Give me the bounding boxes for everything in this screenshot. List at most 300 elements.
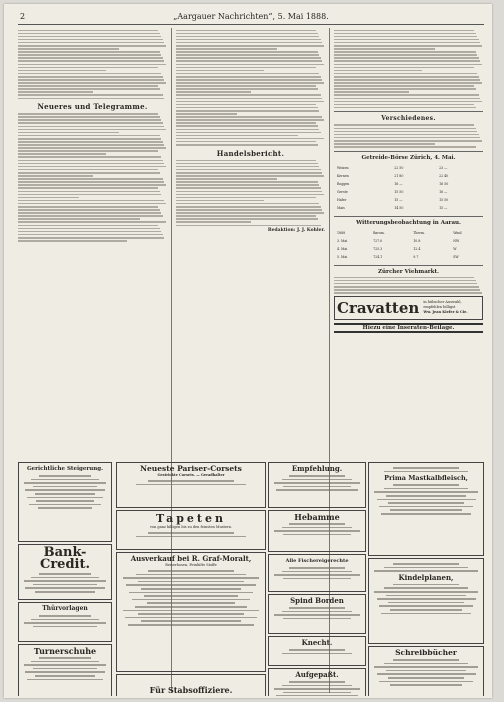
text-line: [334, 280, 476, 282]
text-line: [176, 187, 321, 189]
article-body: [176, 160, 325, 227]
ad-text-line: [35, 675, 96, 677]
text-line: [18, 144, 164, 146]
ad-text-line: [31, 661, 99, 663]
ad-text-line: [390, 609, 462, 611]
table-row: [336, 230, 481, 236]
ad-text-line: [384, 471, 469, 473]
text-line: [176, 119, 324, 121]
text-line: [176, 218, 318, 220]
ad-text-line: [393, 659, 459, 661]
text-line: [18, 138, 161, 140]
text-line: [176, 122, 316, 124]
ad-clearance-sale: Ausverkauf bei R. Graf-Moralt, Reiserhosen, Feinlüfte Stoffe: [116, 552, 266, 672]
cravatten-firm: Ww. Jean Kiefer & Cie.: [423, 310, 468, 315]
ads-middle: [116, 460, 266, 696]
text-line: [18, 33, 160, 35]
text-line: [18, 30, 158, 32]
ad-text-line: [381, 513, 471, 515]
weather-table: [334, 228, 483, 262]
ad-text-line: [374, 491, 477, 493]
text-line: [18, 51, 160, 53]
text-line: [18, 85, 158, 87]
ad-text-line: [132, 599, 250, 601]
table-cell: 22 50: [394, 165, 404, 170]
text-line: [176, 70, 264, 72]
ad-text-line: [274, 530, 360, 532]
text-line: [334, 283, 477, 285]
text-line: [176, 110, 319, 112]
text-line: [334, 277, 474, 279]
table-cell: 16 —: [394, 181, 403, 186]
page-header: [18, 10, 484, 25]
ad-text-line: [393, 467, 459, 469]
text-line: [176, 88, 318, 90]
text-line: [18, 197, 79, 199]
text-line: [176, 48, 277, 50]
table-cell: Wind: [453, 230, 462, 235]
ad-text-line: [393, 484, 459, 486]
ad-text-line: [390, 509, 462, 511]
text-line: [176, 60, 322, 62]
ad-text-line: [388, 502, 464, 504]
ad-text-line: [25, 489, 104, 491]
text-line: [176, 184, 319, 186]
table-cell: 725.3: [373, 246, 383, 251]
text-line: [176, 160, 316, 162]
text-line: [176, 141, 316, 143]
table-cell: 16 50: [439, 181, 449, 186]
ad-corsets: Neueste Pariser-Corsets Gestrickte Corsets. — Geradhalter: [116, 462, 266, 508]
table-cell: Kernen: [337, 173, 349, 178]
section-title-news: Neueres und Telegramme.: [37, 102, 148, 112]
ad-text-line: [283, 486, 350, 488]
ad-text-line: [388, 677, 464, 679]
ad-text-line: [289, 607, 344, 609]
text-line: [18, 42, 164, 44]
ad-text-line: [384, 488, 469, 490]
article-body: [334, 277, 483, 294]
text-line: [176, 125, 318, 127]
ad-text-line: [377, 499, 476, 501]
text-line: [18, 187, 158, 189]
table-row: [336, 165, 481, 171]
ad-text-line: [274, 482, 360, 484]
text-line: [334, 143, 435, 145]
ad-text-line: [282, 653, 353, 655]
table-cell: 23 —: [439, 165, 448, 170]
text-line: [176, 132, 321, 134]
text-line: [18, 221, 166, 223]
text-line: [18, 48, 119, 50]
section-title-misc: Verschiedenes.: [381, 115, 436, 123]
text-line: [18, 206, 158, 208]
article-body: [334, 30, 483, 109]
page-number: 2: [20, 12, 26, 21]
text-line: [334, 39, 479, 41]
ad-text-line: [374, 666, 477, 668]
text-line: [176, 45, 324, 47]
text-line: [18, 76, 163, 78]
ads-right: [368, 460, 484, 696]
table-row: [336, 173, 481, 179]
text-line: [176, 64, 324, 66]
table-cell: W: [453, 246, 457, 251]
column-3: [334, 28, 483, 335]
text-line: [334, 82, 482, 84]
editor-signature: Redaktion: J. J. Kohler.: [267, 228, 325, 234]
ad-text-line: [283, 618, 350, 620]
table-row: [336, 246, 481, 252]
text-line: [18, 73, 161, 75]
text-line: [18, 67, 158, 69]
ad-staff-officers: Für Stabsoffiziere.: [116, 674, 266, 696]
ad-text-line: [25, 587, 104, 589]
text-line: [176, 33, 318, 35]
ad-text-line: [282, 685, 353, 687]
ad-doormats: Thürvorlagen: [18, 602, 112, 642]
table-cell: 21 80: [394, 173, 404, 178]
table-row: [336, 197, 481, 203]
text-line: [176, 57, 321, 59]
ad-text-line: [138, 613, 245, 615]
table-cell: 5. Mai: [337, 254, 348, 259]
text-line: [18, 240, 127, 242]
text-line: [334, 91, 409, 93]
ad-text-line: [283, 534, 350, 536]
text-line: [176, 107, 318, 109]
table-cell: 12.4: [413, 246, 421, 251]
text-line: [18, 82, 166, 84]
ad-text-line: [24, 482, 107, 484]
text-line: [18, 70, 106, 72]
table-cell: Barom.: [373, 230, 385, 235]
ad-text-line: [393, 584, 459, 586]
ad-text-line: [390, 684, 462, 686]
ad-text-line: [29, 504, 101, 506]
text-line: [176, 163, 318, 165]
text-line: [334, 88, 476, 90]
text-line: [176, 76, 321, 78]
text-line: [18, 91, 93, 93]
ad-text-line: [35, 493, 96, 495]
ad-text-line: [374, 570, 477, 572]
ad-attention: Aufgepaßt.: [268, 668, 366, 696]
text-line: [176, 73, 319, 75]
text-line: [176, 225, 321, 227]
text-line: [176, 194, 324, 196]
ad-text-line: [384, 587, 469, 589]
text-line: [176, 36, 319, 38]
ad-text-line: [386, 495, 466, 497]
text-line: [176, 104, 316, 106]
article-body: [176, 30, 325, 146]
ad-text-line: [35, 591, 96, 593]
ad-text-line: [141, 588, 240, 590]
text-line: [176, 144, 318, 146]
table-cell: SW: [453, 254, 459, 259]
ad-text-line: [388, 602, 464, 604]
ad-text-line: [138, 581, 243, 583]
table-cell: 16 —: [439, 189, 448, 194]
ad-text-line: [25, 671, 104, 673]
text-line: [18, 191, 160, 193]
ad-text-line: [31, 619, 99, 621]
table-cell: 15 50: [394, 189, 404, 194]
ad-gym-shoes: Turnerschuhe: [18, 644, 112, 696]
text-line: [176, 203, 319, 205]
ad-text-line: [379, 681, 474, 683]
text-line: [18, 113, 158, 115]
text-line: [334, 128, 476, 130]
table-cell: Gerste: [337, 189, 348, 194]
ad-text-line: [38, 507, 92, 509]
ad-text-line: [36, 500, 93, 502]
text-line: [176, 101, 324, 103]
text-line: [334, 140, 482, 142]
text-line: [334, 36, 477, 38]
text-line: [334, 73, 477, 75]
ad-text-line: [129, 592, 253, 594]
ad-farmhand: Knecht.: [268, 636, 366, 666]
text-line: [176, 221, 251, 223]
ad-text-line: [384, 663, 469, 665]
text-line: [18, 45, 166, 47]
text-line: [334, 48, 435, 50]
text-line: [18, 218, 140, 220]
newspaper-page: [4, 4, 492, 698]
text-line: [18, 175, 93, 177]
ad-text-line: [33, 486, 97, 488]
masthead: „Aargauer Nachrichten“, 5. Mai 1888.: [173, 12, 329, 21]
text-line: [176, 172, 322, 174]
ad-text-line: [386, 670, 466, 672]
ad-text-line: [289, 681, 344, 683]
text-line: [176, 191, 322, 193]
ad-text-line: [136, 574, 247, 576]
ad-text-line: [123, 610, 260, 612]
text-line: [334, 292, 482, 294]
text-line: [18, 57, 163, 59]
text-line: [334, 124, 474, 126]
ad-text-line: [126, 584, 256, 586]
text-line: [18, 39, 163, 41]
text-line: [18, 79, 164, 81]
text-line: [18, 215, 163, 217]
ad-text-line: [289, 523, 344, 525]
ad-text-line: [27, 497, 103, 499]
text-line: [176, 82, 324, 84]
table-cell: Weizen: [337, 165, 349, 170]
ad-text-line: [282, 611, 353, 613]
ad-text-line: [289, 649, 344, 651]
text-line: [176, 138, 324, 140]
ad-text-line: [379, 506, 474, 508]
ads-center-right: [268, 460, 366, 696]
ad-children-covers: Kindelplanen,: [368, 558, 484, 644]
table-cell: Therm.: [413, 230, 425, 235]
text-line: [334, 146, 476, 148]
ad-text-line: [24, 664, 107, 666]
text-line: [18, 36, 161, 38]
text-line: [176, 67, 316, 69]
text-line: [18, 212, 161, 214]
text-line: [176, 85, 316, 87]
table-row: [336, 254, 481, 260]
ad-text-line: [39, 615, 92, 617]
text-line: [334, 137, 480, 139]
text-line: [18, 231, 161, 233]
text-line: [334, 45, 482, 47]
text-line: [18, 135, 160, 137]
table-row: [336, 205, 481, 211]
text-line: [18, 60, 164, 62]
text-line: [176, 197, 316, 199]
ad-text-line: [128, 624, 253, 626]
ad-text-line: [374, 591, 477, 593]
text-line: [18, 150, 158, 152]
text-line: [18, 64, 166, 66]
text-line: [334, 54, 477, 56]
ad-text-line: [283, 692, 350, 694]
text-line: [18, 225, 158, 227]
table-cell: 1888: [337, 230, 346, 235]
text-line: [334, 33, 476, 35]
table-cell: Mais: [337, 205, 345, 210]
ad-text-line: [27, 679, 103, 681]
text-line: [176, 169, 321, 171]
text-line: [18, 147, 166, 149]
ad-text-line: [274, 574, 360, 576]
text-line: [176, 98, 322, 100]
ad-text-line: [381, 613, 471, 615]
text-line: [18, 116, 160, 118]
table-cell: 15 —: [439, 205, 448, 210]
text-line: [18, 160, 163, 162]
table-row: [336, 181, 481, 187]
text-line: [176, 42, 322, 44]
text-line: [334, 30, 474, 32]
text-line: [334, 94, 479, 96]
text-line: [176, 116, 322, 118]
insert-notice: Hiezu eine Inseraten-Beilage.: [334, 323, 483, 333]
ad-veal: Prima Mastkalbfleisch,: [368, 462, 484, 556]
ad-text-line: [39, 475, 92, 477]
ad-text-line: [33, 668, 97, 670]
text-line: [176, 39, 321, 41]
text-line: [334, 70, 422, 72]
text-line: [176, 209, 322, 211]
text-line: [18, 181, 164, 183]
ad-text-line: [289, 475, 344, 477]
table-row: [336, 238, 481, 244]
text-line: [176, 178, 277, 180]
ad-text-line: [282, 527, 353, 529]
text-line: [176, 175, 324, 177]
section-title-trade: Handelsbericht.: [216, 148, 285, 158]
ad-exercise-books: Schreibbücher: [368, 646, 484, 696]
ad-text-line: [33, 584, 97, 586]
text-line: [18, 156, 161, 158]
cattle-market-title: Zürcher Viehmarkt.: [378, 268, 439, 275]
ad-text-line: [33, 626, 97, 628]
text-line: [18, 200, 164, 202]
text-line: [334, 79, 480, 81]
table-cell: 22 40: [439, 173, 449, 178]
text-line: [334, 104, 474, 106]
ad-text-line: [24, 580, 107, 582]
cravatten-word: Cravatten: [337, 298, 420, 317]
ad-text-line: [274, 688, 360, 690]
text-line: [18, 184, 166, 186]
text-line: [334, 289, 480, 291]
text-line: [176, 215, 316, 217]
text-line: [18, 172, 160, 174]
text-line: [334, 64, 482, 66]
table-cell: NW: [453, 238, 460, 243]
table-cell: 15 —: [394, 197, 403, 202]
text-line: [18, 169, 158, 171]
ad-text-line: [141, 620, 242, 622]
text-line: [176, 30, 316, 32]
text-line: [18, 209, 160, 211]
text-line: [334, 51, 476, 53]
table-cell: 724.1: [373, 254, 383, 259]
text-line: [176, 51, 318, 53]
text-line: [18, 203, 166, 205]
table-cell: 727.0: [373, 238, 383, 243]
table-cell: Hafer: [337, 197, 347, 202]
ad-text-line: [377, 598, 476, 600]
text-line: [18, 88, 160, 90]
ad-text-line: [377, 673, 476, 675]
ad-text-line: [148, 532, 234, 534]
text-line: [176, 206, 321, 208]
text-line: [18, 228, 160, 230]
text-line: [176, 135, 298, 137]
market-title: Getreide-Börse Zürich, 4. Mai.: [361, 154, 456, 161]
table-cell: 3. Mai: [337, 238, 348, 243]
ad-text-line: [136, 536, 247, 538]
table-cell: 15 50: [439, 197, 449, 202]
text-line: [334, 76, 479, 78]
ad-borders: Spind Borden: [268, 594, 366, 634]
ad-auction: Gerichtliche Steigerung.: [18, 462, 112, 542]
ad-bank-credit: Bank-Credit.: [18, 544, 112, 600]
text-line: [176, 113, 237, 115]
text-line: [18, 166, 166, 168]
text-line: [18, 178, 163, 180]
text-line: [176, 94, 321, 96]
text-line: [334, 67, 474, 69]
article-body: [18, 30, 167, 100]
ad-text-line: [276, 489, 359, 491]
ad-fishing-rights: Alle Fischereigerechte: [268, 554, 366, 592]
text-line: [18, 94, 163, 96]
ad-text-line: [379, 605, 474, 607]
ad-text-line: [31, 479, 99, 481]
text-line: [18, 54, 161, 56]
text-line: [334, 42, 480, 44]
article-body: [18, 113, 167, 241]
ad-wallpaper: Tapeten von ganz billigen bis zu den feinsten Mustern.: [116, 510, 266, 550]
market-table: [334, 163, 483, 213]
weather-title: Witterungsbeobachtung in Aarau.: [356, 219, 461, 226]
ad-recommendation: Empfehlung.: [268, 462, 366, 508]
ad-text-line: [148, 570, 234, 572]
ad-text-line: [386, 595, 466, 597]
ad-text-line: [123, 577, 258, 579]
